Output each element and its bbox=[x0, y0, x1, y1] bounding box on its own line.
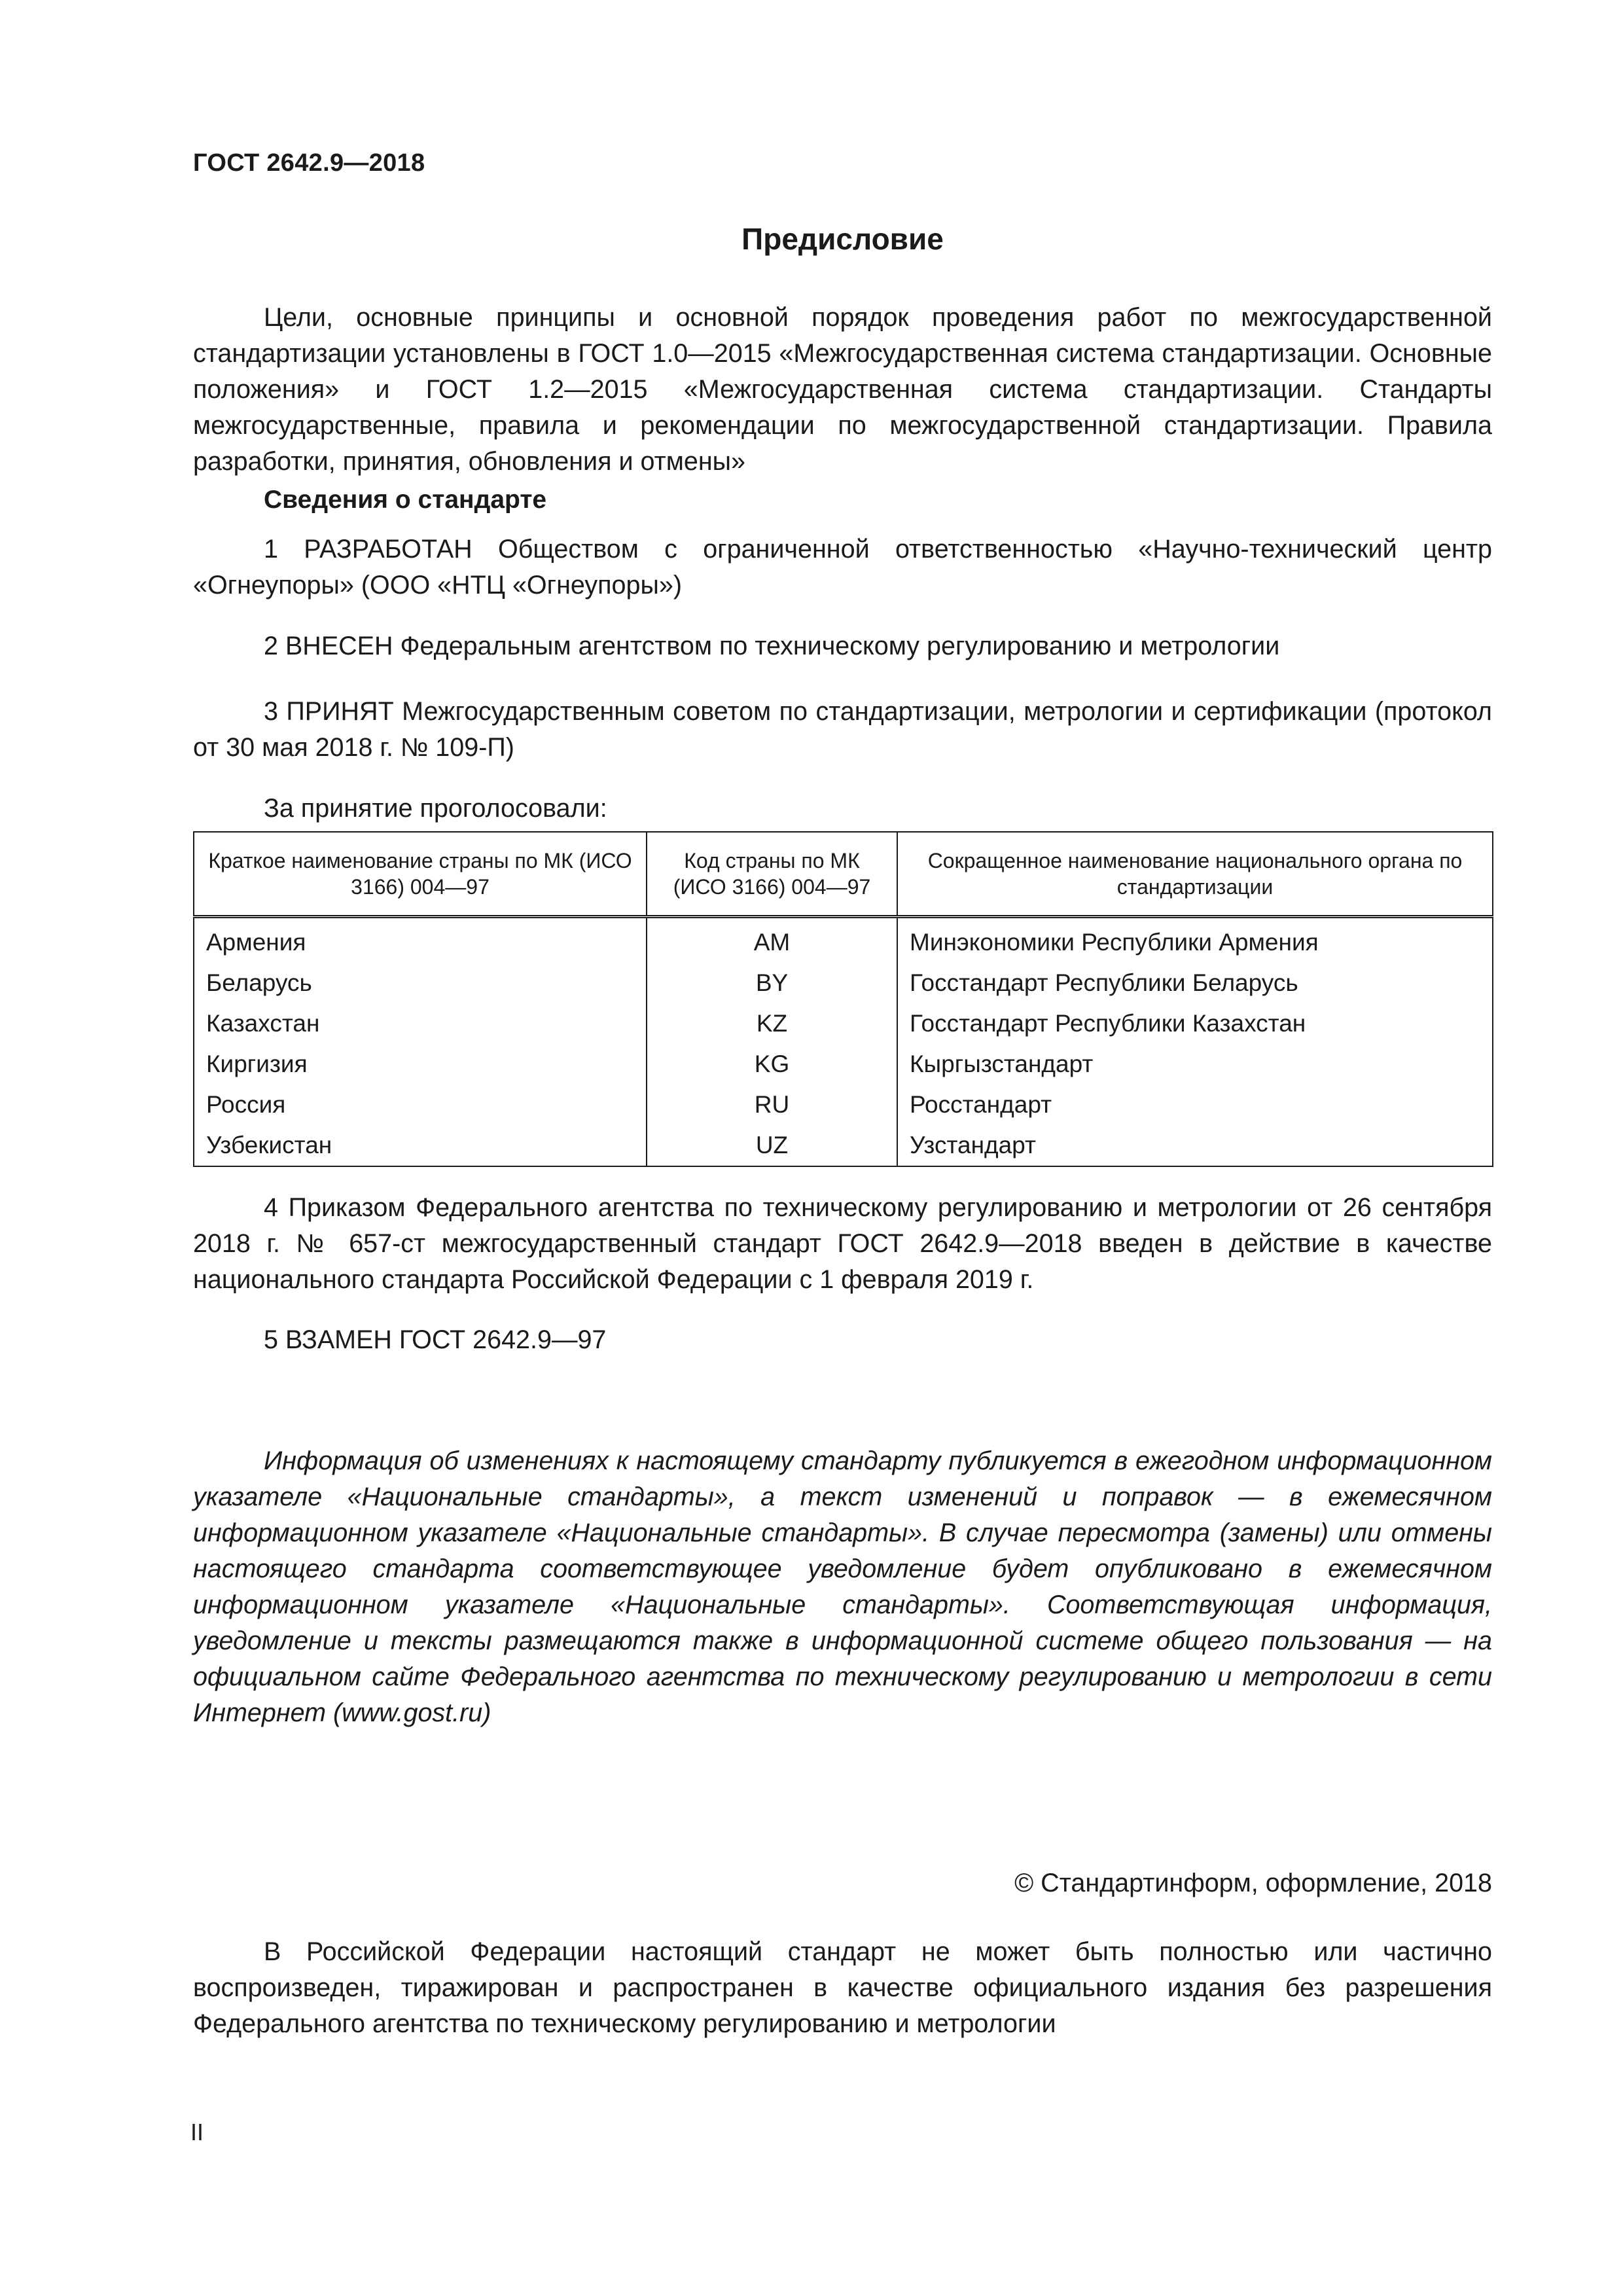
body-cell: Узстандарт bbox=[897, 1125, 1493, 1166]
voted-caption: За принятие проголосовали: bbox=[264, 794, 607, 823]
code-cell: UZ bbox=[647, 1125, 897, 1166]
country-cell: Беларусь bbox=[194, 963, 647, 1003]
changes-notice: Информация об изменениях к настоящему стандарту публикуется в ежегодном информационном указателе «Национальные стандарты», а текст изменений и поправок — в ежемесячном информационном указателе «Национальные стандарты». В случае пересмотра (замены) или отмены настоящего стандарта соответствующее уведомление будет опубликовано в ежемесячном информационном указателе «Национальные стандарты». Соответствующая информация, уведомление и тексты размещаются также в информационной системе общего пользования — на официальном сайте Федерального агентства по техническому регулированию и метрологии в сети Интернет (www.gost.ru) bbox=[193, 1446, 1492, 1727]
info-heading: Сведения о стандарте bbox=[264, 486, 547, 514]
body-cell: Росстандарт bbox=[897, 1085, 1493, 1125]
table-row bbox=[194, 963, 1493, 1003]
code-cell: BY bbox=[647, 963, 897, 1003]
item-developed: 1 РАЗРАБОТАН Обществом с ограниченной ответственностью «Научно-технический центр «Огнеупоры» (ООО «НТЦ «Огнеупоры») bbox=[193, 535, 1492, 600]
item-introduced: 2 ВНЕСЕН Федеральным агентством по техническому регулированию и метрологии bbox=[264, 632, 1280, 660]
body-cell: Госстандарт Республики Беларусь bbox=[897, 963, 1493, 1003]
body-cell: Минэкономики Республики Армения bbox=[897, 917, 1493, 963]
table-header-row bbox=[194, 832, 1493, 917]
code-cell: RU bbox=[647, 1085, 897, 1125]
intro-paragraph: Цели, основные принципы и основной порядок проведения работ по межгосударственной стандартизации установлены в ГОСТ 1.0—2015 «Межгосударственная система стандартизации. Основные положения» и ГОСТ 1.2—2015 «Межгосударственная система стандартизации. Стандарты межгосударственные, правила и рекомендации по межгосударственной стандартизации. Правила разработки, принятия, обновления и отмены» bbox=[193, 303, 1492, 476]
item-order: 4 Приказом Федерального агентства по техническому регулированию и метрологии от 26 сентября 2018 г. № 657-ст межгосударственный стандарт ГОСТ 2642.9—2018 введен в действие в качестве национального стандарта Российской Федерации с 1 февраля 2019 г. bbox=[193, 1193, 1492, 1294]
item-adopted: 3 ПРИНЯТ Межгосударственным советом по стандартизации, метрологии и сертификации (протокол от 30 мая 2018 г. № 109-П) bbox=[193, 697, 1492, 762]
header-country-code: Код страны по МК (ИСО 3166) 004—97 bbox=[647, 832, 897, 917]
table-row bbox=[194, 1003, 1493, 1044]
header-standards-body: Сокращенное наименование национального органа по стандартизации bbox=[897, 832, 1493, 917]
code-cell: AM bbox=[647, 917, 897, 963]
member-states-table bbox=[193, 831, 1493, 1167]
country-cell: Армения bbox=[194, 917, 647, 963]
code-cell: KG bbox=[647, 1044, 897, 1085]
table-row bbox=[194, 1085, 1493, 1125]
country-cell: Казахстан bbox=[194, 1003, 647, 1044]
page-number: II bbox=[190, 2119, 204, 2145]
copyright-line: © Стандартинформ, оформление, 2018 bbox=[1014, 1869, 1492, 1897]
table-row bbox=[194, 1125, 1493, 1166]
table-row bbox=[194, 1044, 1493, 1085]
header-country-name: Краткое наименование страны по МК (ИСО 3166) 004—97 bbox=[194, 832, 647, 917]
document-page bbox=[190, 0, 1492, 2296]
country-cell: Россия bbox=[194, 1085, 647, 1125]
country-cell: Киргизия bbox=[194, 1044, 647, 1085]
body-cell: Кыргызстандарт bbox=[897, 1044, 1493, 1085]
item-replaces: 5 ВЗАМЕН ГОСТ 2642.9—97 bbox=[264, 1325, 607, 1354]
page-title: Предисловие bbox=[741, 222, 944, 256]
table-row bbox=[194, 917, 1493, 963]
code-cell: KZ bbox=[647, 1003, 897, 1044]
standard-code-header: ГОСТ 2642.9—2018 bbox=[193, 149, 425, 177]
body-cell: Госстандарт Республики Казахстан bbox=[897, 1003, 1493, 1044]
rights-paragraph: В Российской Федерации настоящий стандарт не может быть полностью или частично воспроизведен, тиражирован и распространен в качестве официального издания без разрешения Федерального агентства по техническому регулированию и метрологии bbox=[193, 1937, 1492, 2038]
country-cell: Узбекистан bbox=[194, 1125, 647, 1166]
